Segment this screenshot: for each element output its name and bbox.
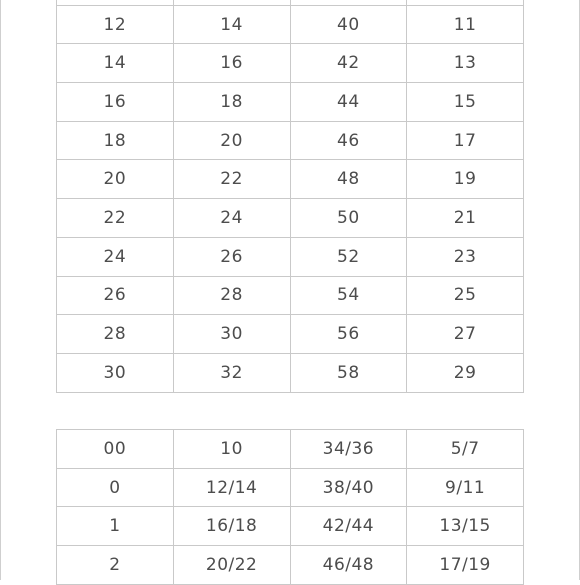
table-cell: 30	[173, 315, 290, 354]
table-cell: 50	[290, 199, 407, 238]
table-cell: 38/40	[290, 468, 407, 507]
table-cell: 12/14	[173, 468, 290, 507]
table-cell: 22	[57, 199, 174, 238]
table-cell: 20	[57, 160, 174, 199]
table-cell: 30	[57, 353, 174, 392]
table-cell: 9/11	[407, 468, 524, 507]
page-border-left	[0, 0, 1, 580]
table-row	[57, 430, 524, 469]
plus-size-table-body	[57, 430, 524, 585]
table-cell: 20	[173, 121, 290, 160]
table-cell: 13	[407, 44, 524, 83]
table-cell: 28	[173, 276, 290, 315]
table-row	[57, 315, 524, 354]
table-cell: 18	[173, 83, 290, 122]
table-cell: 14	[173, 5, 290, 44]
plus-size-conversion-table	[56, 429, 524, 585]
table-cell: 26	[57, 276, 174, 315]
size-table-body	[57, 0, 524, 392]
table-cell: 14	[57, 44, 174, 83]
table-cell: 17/19	[407, 546, 524, 585]
table-cell: 00	[57, 430, 174, 469]
table-row	[57, 507, 524, 546]
table-cell: 28	[57, 315, 174, 354]
table-cell: 10	[173, 430, 290, 469]
table-cell: 0	[57, 468, 174, 507]
table-cell: 15	[407, 83, 524, 122]
table-cell: 11	[407, 5, 524, 44]
table-cell: 46	[290, 121, 407, 160]
table-cell: 42/44	[290, 507, 407, 546]
table-cell: 18	[57, 121, 174, 160]
table-cell: 42	[290, 44, 407, 83]
table-cell: 16	[57, 83, 174, 122]
size-conversion-table	[56, 0, 524, 393]
table-cell: 20/22	[173, 546, 290, 585]
table-cell: 48	[290, 160, 407, 199]
table-cell: 23	[407, 237, 524, 276]
table-row	[57, 237, 524, 276]
table-cell: 29	[407, 353, 524, 392]
table-cell: 27	[407, 315, 524, 354]
table-row	[57, 546, 524, 585]
table-row	[57, 199, 524, 238]
table-cell: 13/15	[407, 507, 524, 546]
table-cell: 21	[407, 199, 524, 238]
table-cell: 1	[57, 507, 174, 546]
table-cell: 34/36	[290, 430, 407, 469]
table-row	[57, 353, 524, 392]
table-cell: 24	[57, 237, 174, 276]
table-cell: 24	[173, 199, 290, 238]
table-row	[57, 83, 524, 122]
table-cell: 32	[173, 353, 290, 392]
table-row	[57, 468, 524, 507]
table-row	[57, 160, 524, 199]
table-row	[57, 5, 524, 44]
table-cell: 40	[290, 5, 407, 44]
table-cell: 17	[407, 121, 524, 160]
table-cell: 2	[57, 546, 174, 585]
table-row	[57, 121, 524, 160]
table-cell: 16/18	[173, 507, 290, 546]
table-cell: 58	[290, 353, 407, 392]
table-cell: 12	[57, 5, 174, 44]
table-cell: 44	[290, 83, 407, 122]
table-cell: 52	[290, 237, 407, 276]
table-cell: 25	[407, 276, 524, 315]
table-cell: 26	[173, 237, 290, 276]
table-cell: 5/7	[407, 430, 524, 469]
table-cell: 19	[407, 160, 524, 199]
table-cell: 56	[290, 315, 407, 354]
table-cell: 46/48	[290, 546, 407, 585]
table-cell: 22	[173, 160, 290, 199]
table-cell: 54	[290, 276, 407, 315]
table-row	[57, 44, 524, 83]
table-cell: 16	[173, 44, 290, 83]
table-row	[57, 276, 524, 315]
